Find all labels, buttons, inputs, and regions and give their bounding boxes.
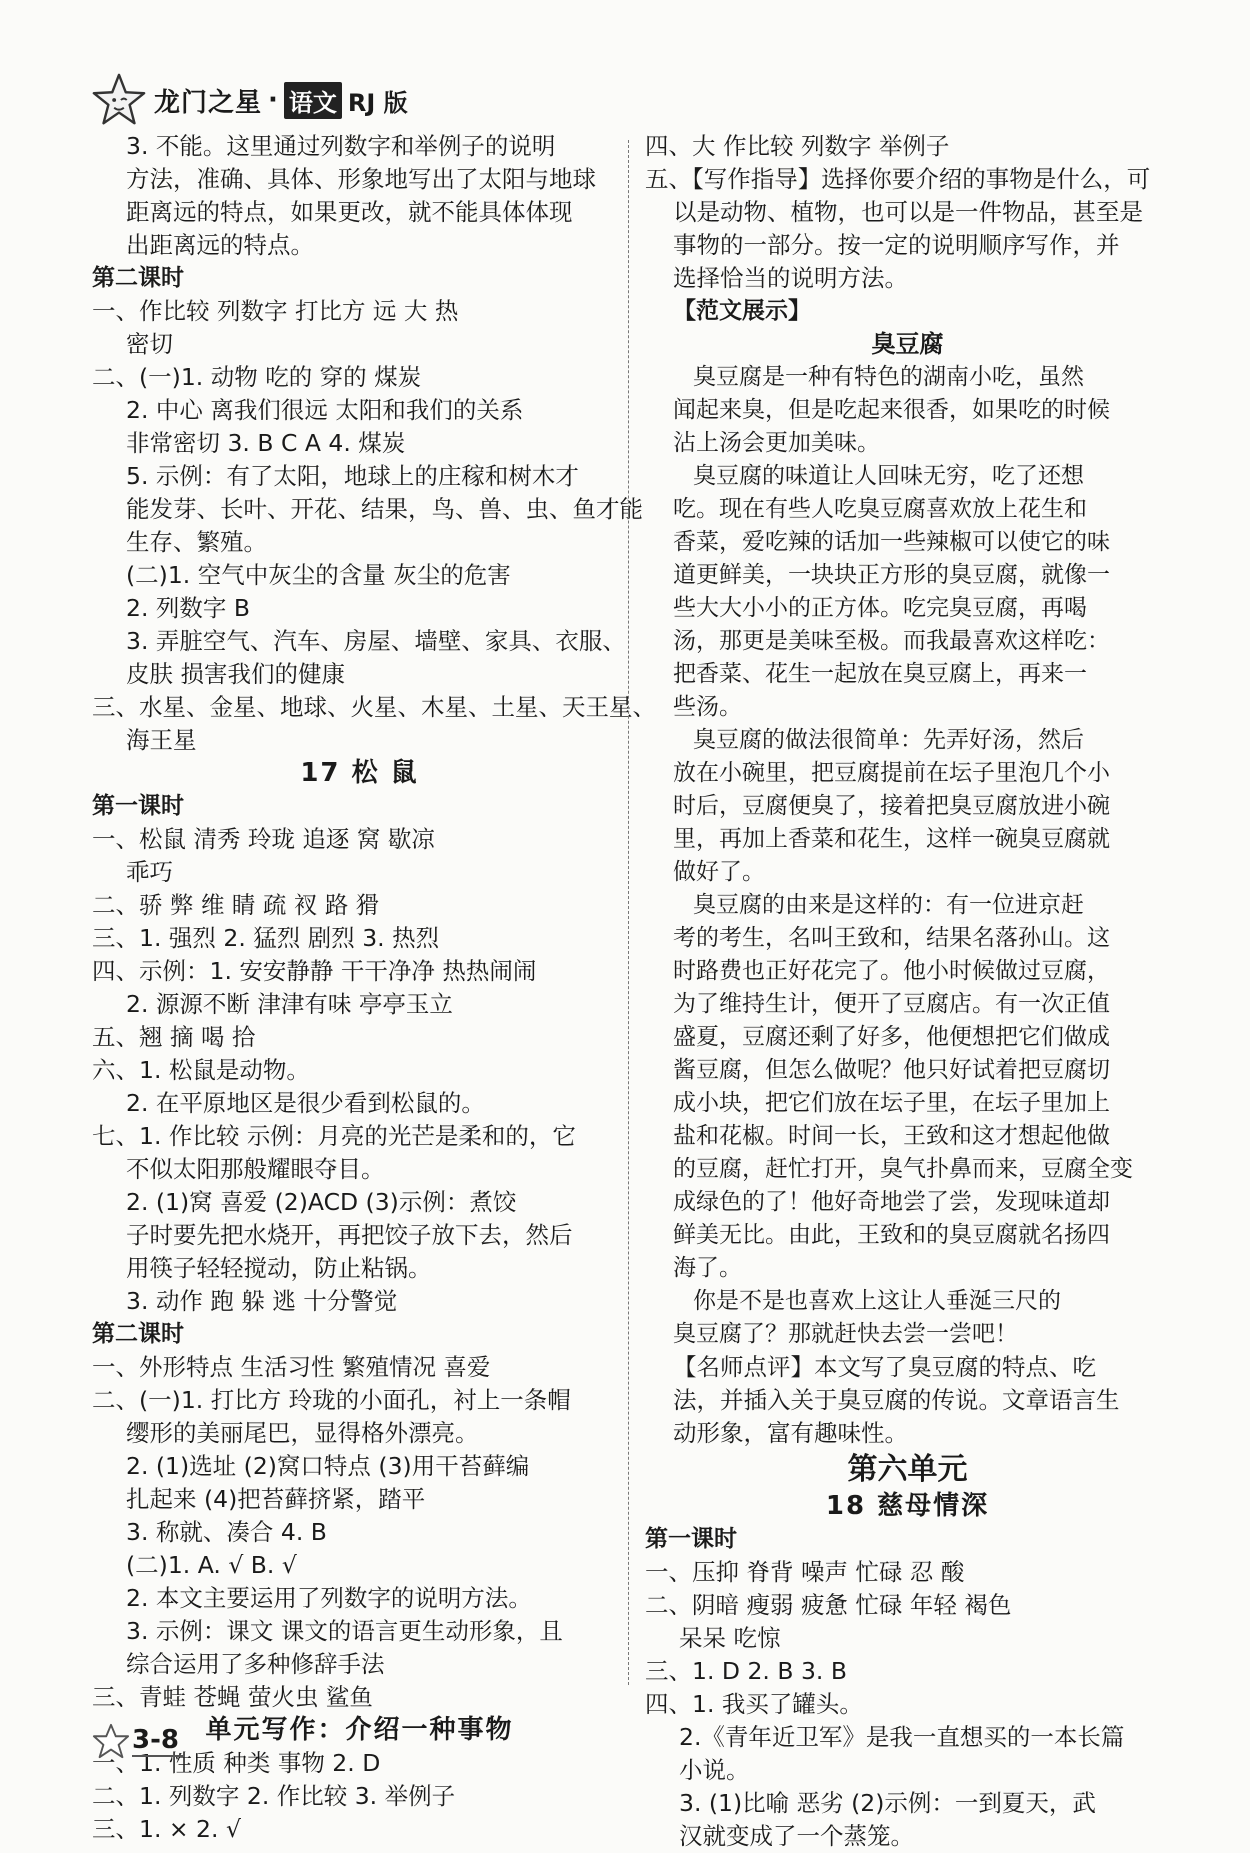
text-line: 法，并插入关于臭豆腐的传说。文章语言生 <box>673 1386 1120 1414</box>
header-separator: · <box>268 85 278 115</box>
text-line: 用筷子轻轻搅动，防止粘锅。 <box>126 1254 432 1282</box>
text-line: 乖巧 <box>126 858 173 886</box>
text-line: 海了。 <box>673 1255 742 1281</box>
star-icon <box>92 1722 130 1760</box>
text-line: 【范文展示】 <box>673 298 811 324</box>
text-line: 把香菜、花生一起放在臭豆腐上，再来一 <box>673 661 1087 687</box>
text-line: 2. 本文主要运用了列数字的说明方法。 <box>126 1584 532 1612</box>
text-line: 汤，那更是美味至极。而我最喜欢这样吃： <box>673 628 1110 654</box>
edition-label: RJ 版 <box>347 88 408 117</box>
text-line: 时路费也正好花完了。他小时候做过豆腐， <box>673 958 1110 984</box>
text-line: 动形象，富有趣味性。 <box>673 1419 908 1447</box>
text-line: 缨形的美丽尾巴，显得格外漂亮。 <box>126 1419 479 1447</box>
text-line: 综合运用了多种修辞手法 <box>126 1650 385 1678</box>
text-line: 成绿色的了！他好奇地尝了尝，发现味道却 <box>673 1189 1110 1215</box>
text-line: 臭豆腐了？那就赶快去尝一尝吧！ <box>673 1321 1018 1347</box>
text-line: 盐和花椒。时间一长，王致和这才想起他做 <box>673 1123 1110 1149</box>
text-line: 二、骄 弊 维 睛 疏 衩 路 猾 <box>92 891 380 919</box>
text-line: 出距离远的特点。 <box>126 231 314 259</box>
text-line: 一、松鼠 清秀 玲珑 追逐 窝 歇凉 <box>92 825 435 853</box>
text-line: 子时要先把水烧开，再把饺子放下去，然后 <box>126 1221 573 1249</box>
text-line: 臭豆腐的由来是这样的：有一位进京赶 <box>693 892 1084 918</box>
text-line: 五、【写作指导】选择你要介绍的事物是什么，可 <box>645 165 1151 193</box>
text-line: 的豆腐，赶忙打开，臭气扑鼻而来，豆腐全变 <box>673 1156 1133 1182</box>
text-line: 小说。 <box>679 1756 750 1784</box>
text-line: 你是不是也喜欢上这让人垂涎三尺的 <box>693 1288 1061 1314</box>
text-line: 二、(一)1. 打比方 玲珑的小面孔，衬上一条帽 <box>92 1386 571 1414</box>
text-line: 海王星 <box>126 726 197 754</box>
text-line: 做好了。 <box>673 859 765 885</box>
text-line: 事物的一部分。按一定的说明顺序写作，并 <box>673 231 1120 259</box>
text-line: 距离远的特点，如果更改，就不能具体体现 <box>126 198 573 226</box>
text-line: 里，再加上香菜和花生，这样一碗臭豆腐就 <box>673 826 1110 852</box>
text-line: 第六单元 <box>847 1452 968 1487</box>
text-line: 3. (1)比喻 恶劣 (2)示例：一到夏天，武 <box>679 1789 1096 1817</box>
brand-name: 龙门之星 <box>154 87 263 118</box>
text-line: 3. 弄脏空气、汽车、房屋、墙壁、家具、衣服、 <box>126 627 626 655</box>
text-line: 时后，豆腐便臭了，接着把臭豆腐放进小碗 <box>673 793 1110 819</box>
text-line: 臭豆腐的味道让人回味无穷，吃了还想 <box>693 463 1084 489</box>
text-line: 一、1. 性质 种类 事物 2. D <box>92 1749 381 1777</box>
text-line: 扎起来 (4)把苔藓挤紧，踏平 <box>126 1485 426 1513</box>
text-line: 二、1. 列数字 2. 作比较 3. 举例子 <box>92 1782 456 1810</box>
text-line: 酱豆腐，但怎么做呢？他只好试着把豆腐切 <box>673 1057 1110 1083</box>
text-line: 能发芽、长叶、开花、结果，鸟、兽、虫、鱼才能 <box>126 495 643 523</box>
text-line: 考的考生，名叫王致和，结果名落孙山。这 <box>673 925 1110 951</box>
text-line: 四、示例：1. 安安静静 干干净净 热热闹闹 <box>92 957 537 985</box>
text-line: 臭豆腐是一种有特色的湖南小吃，虽然 <box>693 364 1084 390</box>
text-line: 二、(一)1. 动物 吃的 穿的 煤炭 <box>92 363 422 391</box>
text-line: 第一课时 <box>92 793 184 819</box>
text-line: 2. (1)选址 (2)窝口特点 (3)用干苔藓编 <box>126 1452 530 1480</box>
text-line: 方法，准确、具体、形象地写出了太阳与地球 <box>126 165 596 193</box>
star-mascot-icon <box>90 71 148 129</box>
text-line: 皮肤 损害我们的健康 <box>126 660 345 688</box>
text-line: 第二课时 <box>92 265 184 291</box>
text-line: 三、青蛙 苍蝇 萤火虫 鲨鱼 <box>92 1683 373 1711</box>
text-line: 3. 称就、凑合 4. B <box>126 1518 327 1546</box>
text-line: (二)1. A. √ B. √ <box>126 1551 297 1579</box>
text-line: 不似太阳那般耀眼夺目。 <box>126 1155 385 1183</box>
text-line: 臭豆腐 <box>871 330 944 358</box>
text-line: 第二课时 <box>92 1321 184 1347</box>
text-line: 盛夏，豆腐还剩了好多，他便想把它们做成 <box>673 1024 1110 1050</box>
page-header <box>90 70 408 130</box>
text-line: 单元写作：介绍一种事物 <box>205 1715 514 1745</box>
page-number-area <box>92 1722 185 1760</box>
text-line: 密切 <box>126 330 173 358</box>
text-line: 2. 源源不断 津津有味 亭亭玉立 <box>126 990 453 1018</box>
text-line: 五、翘 摘 喝 拾 <box>92 1023 256 1051</box>
text-line: 3. 不能。这里通过列数字和举例子的说明 <box>126 132 556 160</box>
text-line: 七、1. 作比较 示例：月亮的光芒是柔和的，它 <box>92 1122 576 1150</box>
page-number: 3-8 <box>132 1725 185 1757</box>
text-line: 二、阴暗 瘦弱 疲惫 忙碌 年轻 褐色 <box>645 1591 1012 1619</box>
text-line: 三、1. × 2. √ <box>92 1815 241 1843</box>
text-line: 选择恰当的说明方法。 <box>673 264 908 292</box>
text-line: 闻起来臭，但是吃起来很香，如果吃的时候 <box>673 397 1110 423</box>
text-line: (二)1. 空气中灰尘的含量 灰尘的危害 <box>126 561 511 589</box>
right-column <box>645 130 1170 1853</box>
text-line: 放在小碗里，把豆腐提前在坛子里泡几个小 <box>673 760 1110 786</box>
text-line: 四、1. 我买了罐头。 <box>645 1690 863 1718</box>
text-line: 三、1. 强烈 2. 猛烈 剧烈 3. 热烈 <box>92 924 440 952</box>
text-line: 四、大 作比较 列数字 举例子 <box>645 132 950 160</box>
text-line: 吃。现在有些人吃臭豆腐喜欢放上花生和 <box>673 496 1087 522</box>
text-line: 5. 示例：有了太阳，地球上的庄稼和树木才 <box>126 462 579 490</box>
subject-badge: 语文 <box>284 82 342 119</box>
left-column <box>92 130 656 1846</box>
text-line: 2.《青年近卫军》是我一直想买的一本长篇 <box>679 1723 1125 1751</box>
text-line: 些大大小小的正方体。吃完臭豆腐，再喝 <box>673 595 1087 621</box>
text-line: 香菜，爱吃辣的话加一些辣椒可以使它的味 <box>673 529 1110 555</box>
text-line: 2. 在平原地区是很少看到松鼠的。 <box>126 1089 485 1117</box>
text-line: 六、1. 松鼠是动物。 <box>92 1056 310 1084</box>
text-line: 汉就变成了一个蒸笼。 <box>679 1822 914 1850</box>
text-line: 为了维持生计，便开了豆腐店。有一次正值 <box>673 991 1110 1017</box>
text-line: 三、1. D 2. B 3. B <box>645 1657 847 1685</box>
text-line: 17 松 鼠 <box>300 758 419 788</box>
text-line: 【名师点评】本文写了臭豆腐的特点、吃 <box>673 1353 1096 1381</box>
text-line: 三、水星、金星、地球、火星、木星、土星、天王星、 <box>92 693 656 721</box>
text-line: 2. 列数字 B <box>126 594 250 622</box>
text-line: 一、压抑 脊背 噪声 忙碌 忍 酸 <box>645 1558 965 1586</box>
text-line: 一、作比较 列数字 打比方 远 大 热 <box>92 297 459 325</box>
text-line: 沾上汤会更加美味。 <box>673 430 880 456</box>
text-line: 2. (1)窝 喜爱 (2)ACD (3)示例：煮饺 <box>126 1188 517 1216</box>
text-line: 18 慈母情深 <box>825 1491 990 1521</box>
text-line: 些汤。 <box>673 694 742 720</box>
text-line: 一、外形特点 生活习性 繁殖情况 喜爱 <box>92 1353 491 1381</box>
text-line: 臭豆腐的做法很简单：先弄好汤，然后 <box>693 727 1084 753</box>
column-divider <box>628 140 629 1685</box>
text-line: 非常密切 3. B C A 4. 煤炭 <box>126 429 406 457</box>
text-line: 鲜美无比。由此，王致和的臭豆腐就名扬四 <box>673 1222 1110 1248</box>
text-line: 生存、繁殖。 <box>126 528 267 556</box>
text-line: 3. 动作 跑 躲 逃 十分警觉 <box>126 1287 398 1315</box>
text-line: 呆呆 吃惊 <box>679 1624 781 1652</box>
text-line: 成小块，把它们放在坛子里，在坛子里加上 <box>673 1090 1110 1116</box>
text-line: 2. 中心 离我们很远 太阳和我们的关系 <box>126 396 524 424</box>
text-line: 道更鲜美，一块块正方形的臭豆腐，就像一 <box>673 562 1110 588</box>
text-line: 第一课时 <box>645 1526 737 1552</box>
text-line: 以是动物、植物，也可以是一件物品，甚至是 <box>673 198 1143 226</box>
text-line: 3. 示例：课文 课文的语言更生动形象，且 <box>126 1617 563 1645</box>
